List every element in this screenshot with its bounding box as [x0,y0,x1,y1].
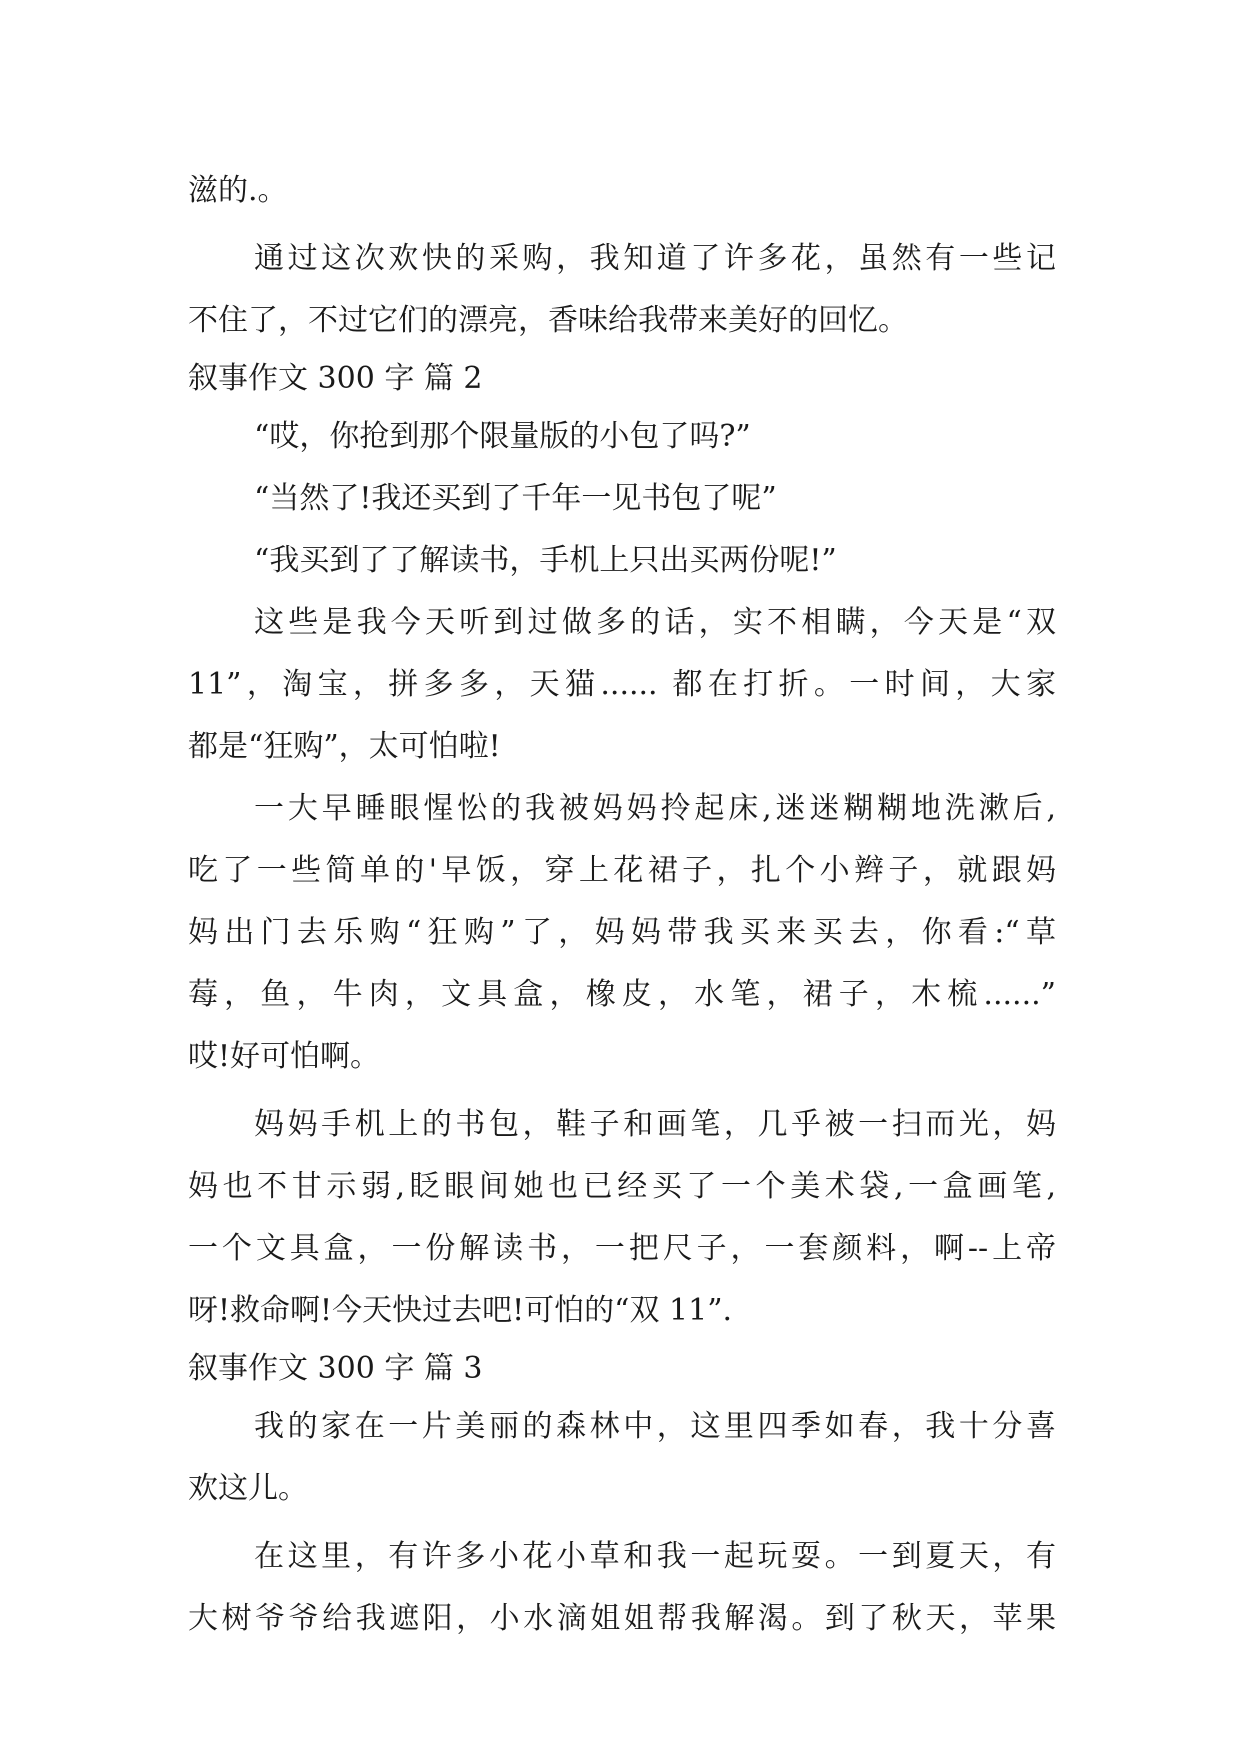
section-heading: 叙事作文 300 字 篇 2 [188,361,483,396]
text-line: 11”，淘宝，拼多多，天猫...... 都在打折。一时间，大家 [188,667,1056,702]
text-line: 莓，鱼，牛肉，文具盒，橡皮，水笔，裙子，木梳......” [188,977,1056,1012]
text-line: 滋的.。 [188,173,288,208]
text-line: 妈出门去乐购“狂购”了，妈妈带我买来买去，你看:“草 [188,915,1056,950]
text-line: 呀!救命啊!今天快过去吧!可怕的“双 11”. [188,1293,733,1328]
text-line: 大树爷爷给我遮阳，小水滴姐姐帮我解渴。到了秋天，苹果 [188,1601,1056,1636]
document-body [188,160,1056,1650]
text-line: 一个文具盒，一份解读书，一把尺子，一套颜料，啊--上帝 [188,1231,1056,1266]
text-line: 都是“狂购”，太可怕啦! [188,729,501,764]
text-line: “我买到了了解读书，手机上只出买两份呢!” [254,543,837,578]
text-line: “哎，你抢到那个限量版的小包了吗?” [254,419,751,454]
text-line: 一大早睡眼惺忪的我被妈妈拎起床,迷迷糊糊地洗漱后, [254,791,1056,826]
text-line: 哎!好可怕啊。 [188,1039,381,1074]
text-line: 我的家在一片美丽的森林中，这里四季如春，我十分喜 [254,1409,1056,1444]
text-line: 欢这儿。 [188,1471,308,1506]
text-line: 吃了一些简单的'早饭，穿上花裙子，扎个小辫子，就跟妈 [188,853,1056,888]
text-line: 在这里，有许多小花小草和我一起玩耍。一到夏天，有 [254,1539,1056,1574]
text-line: 不住了，不过它们的漂亮，香味给我带来美好的回忆。 [188,303,908,338]
section-heading: 叙事作文 300 字 篇 3 [188,1351,483,1386]
text-line: 妈也不甘示弱,眨眼间她也已经买了一个美术袋,一盒画笔, [188,1169,1056,1204]
text-line: “当然了!我还买到了千年一见书包了呢” [254,481,777,516]
text-line: 通过这次欢快的采购，我知道了许多花，虽然有一些记 [254,241,1056,276]
text-line: 这些是我今天听到过做多的话，实不相瞒，今天是“双 [254,605,1056,640]
text-line: 妈妈手机上的书包，鞋子和画笔，几乎被一扫而光，妈 [254,1107,1056,1142]
